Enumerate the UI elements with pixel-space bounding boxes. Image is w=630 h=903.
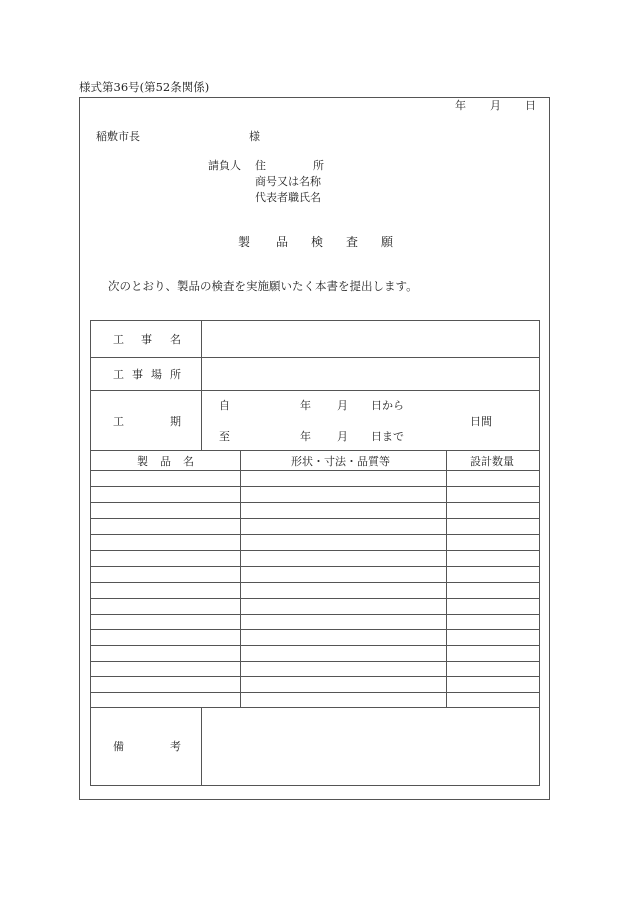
table-row (90, 518, 540, 519)
applicant-role: 請負人 (208, 159, 241, 172)
period-label-char2: 期 (170, 415, 181, 428)
table-row (90, 502, 540, 503)
representative-label: 代表者職氏名 (255, 191, 321, 204)
title-char1: 製 (238, 235, 251, 249)
table-row (90, 614, 540, 615)
addressee-name: 稲敷市長 (96, 130, 140, 143)
construction-name-label-char1: 工 (113, 333, 124, 346)
date-year-label: 年 (455, 99, 466, 112)
construction-site-label-char2: 事 (132, 368, 143, 381)
spec-qty-divider (446, 450, 447, 707)
table-row (90, 534, 540, 535)
row-divider (90, 450, 540, 451)
product-spec-divider (240, 450, 241, 707)
col-product-char3: 名 (183, 455, 194, 468)
title-char2: 品 (276, 235, 289, 249)
date-month-label: 月 (490, 99, 501, 112)
period-from-month: 月 (337, 399, 348, 412)
table-row (90, 582, 540, 583)
col-spec-header: 形状・寸法・品質等 (291, 455, 390, 468)
company-name-label: 商号又は名称 (255, 175, 321, 188)
table-row (90, 645, 540, 646)
table-row (90, 598, 540, 599)
table-row (90, 550, 540, 551)
period-from-day: 日から (371, 399, 404, 412)
period-from-prefix: 自 (219, 399, 230, 412)
header-divider (90, 470, 540, 471)
address-label-char2: 所 (313, 159, 324, 172)
title-char5: 願 (381, 235, 394, 249)
remarks-column-divider (201, 707, 202, 786)
construction-site-label-char3: 場 (151, 368, 162, 381)
construction-site-label-char4: 所 (170, 368, 181, 381)
period-to-day: 日まで (371, 430, 404, 443)
remarks-divider (90, 707, 540, 708)
row-divider (90, 357, 540, 358)
row-divider (90, 390, 540, 391)
period-label-char1: 工 (113, 415, 124, 428)
col-product-char2: 品 (160, 455, 171, 468)
table-row (90, 676, 540, 677)
form-number: 様式第36号(第52条関係) (79, 80, 210, 94)
col-design-qty-header: 設計数量 (470, 455, 514, 468)
table-row (90, 692, 540, 693)
col-product-char1: 製 (137, 455, 148, 468)
title-char4: 査 (346, 235, 359, 249)
address-label-char1: 住 (255, 159, 266, 172)
table-row (90, 629, 540, 630)
remarks-label-char2: 考 (170, 740, 181, 753)
table-row (90, 486, 540, 487)
table-row (90, 566, 540, 567)
table-row (90, 661, 540, 662)
construction-site-label-char1: 工 (113, 368, 124, 381)
period-days-label: 日間 (470, 415, 492, 428)
period-to-year: 年 (300, 430, 311, 443)
intro-text: 次のとおり、製品の検査を実施願いたく本書を提出します。 (108, 279, 418, 293)
date-day-label: 日 (525, 99, 536, 112)
remarks-label-char1: 備 (113, 740, 124, 753)
addressee-honorific: 様 (249, 130, 260, 143)
period-to-prefix: 至 (219, 430, 230, 443)
construction-name-label-char3: 名 (170, 333, 181, 346)
construction-name-label-char2: 事 (141, 333, 152, 346)
period-from-year: 年 (300, 399, 311, 412)
title-char3: 検 (311, 235, 324, 249)
period-to-month: 月 (337, 430, 348, 443)
label-column-divider (201, 320, 202, 450)
